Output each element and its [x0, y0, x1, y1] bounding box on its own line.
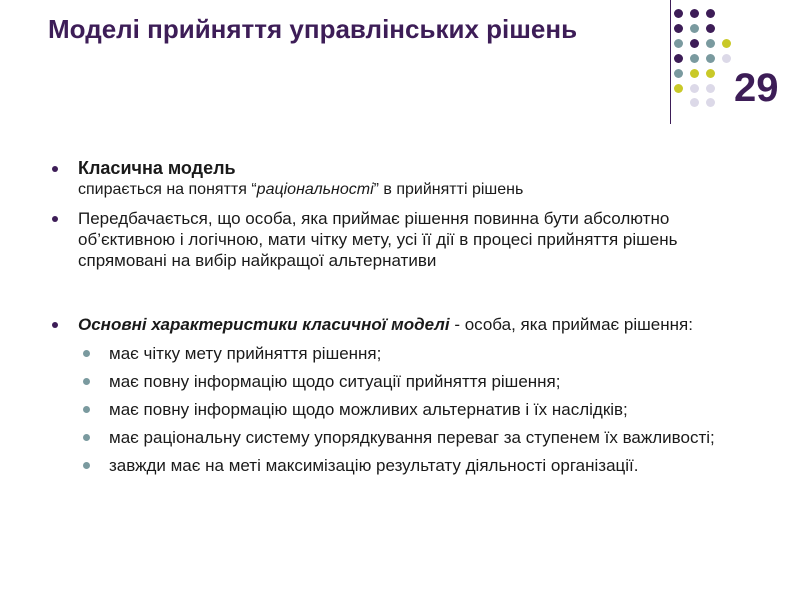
slide-body: [48, 158, 748, 483]
decor-dot: [706, 39, 715, 48]
decor-dot: [706, 24, 715, 33]
decor-dot: [674, 69, 683, 78]
sub-bullet: має чітку мету прийняття рішення;: [48, 343, 748, 364]
decor-dot: [690, 98, 699, 107]
bullet-classic-model: [48, 158, 748, 200]
sub-bullet: має раціональну систему упорядкування переваг за ступенем їх важливості;: [48, 427, 748, 448]
decor-dot: [674, 9, 683, 18]
bullet-assumption: Передбачається, що особа, яка приймає рішення повинна бути абсолютно об’єктивною і логічною, мати чітку мету, усі її дії в процесі прийняття рішень спрямовані на вибір найкращої альтернативи: [48, 208, 748, 271]
decor-dot: [706, 69, 715, 78]
classic-model-subtitle: [78, 179, 748, 200]
slide-title: Моделі прийняття управлінських рішень: [48, 14, 578, 44]
sub-bullet: має повну інформацію щодо ситуації прийняття рішення;: [48, 371, 748, 392]
decor-dot: [674, 24, 683, 33]
subtitle-suffix: ” в прийнятті рішень: [373, 181, 524, 198]
sub-bullet: завжди має на меті максимізацію результату діяльності організації.: [48, 455, 748, 476]
decor-dot: [690, 84, 699, 93]
decor-dot: [706, 9, 715, 18]
characteristics-rest: - особа, яка приймає рішення:: [449, 315, 693, 334]
characteristics-heading: Основні характеристики класичної моделі: [78, 315, 450, 334]
decor-dot: [690, 9, 699, 18]
decor-dot: [690, 69, 699, 78]
decor-dot: [674, 54, 683, 63]
bullet-characteristics: [48, 314, 748, 335]
subtitle-italic: раціональності: [256, 181, 374, 198]
decor-dot: [690, 24, 699, 33]
decor-dot: [690, 54, 699, 63]
decor-dot: [674, 84, 683, 93]
sub-bullet: має повну інформацію щодо можливих альтернатив і їх наслідків;: [48, 399, 748, 420]
decor-dot: [722, 39, 731, 48]
spacer: [48, 279, 748, 314]
decor-dot: [706, 98, 715, 107]
decor-dot: [722, 54, 731, 63]
decor-dot: [706, 54, 715, 63]
decor-dot: [674, 39, 683, 48]
classic-model-heading: Класична модель: [78, 158, 236, 178]
decor-dot: [706, 84, 715, 93]
slide-number: 29: [734, 66, 779, 110]
decor-dot: [690, 39, 699, 48]
divider-line: [670, 0, 671, 124]
subtitle-prefix: спирається на поняття “: [78, 181, 257, 198]
